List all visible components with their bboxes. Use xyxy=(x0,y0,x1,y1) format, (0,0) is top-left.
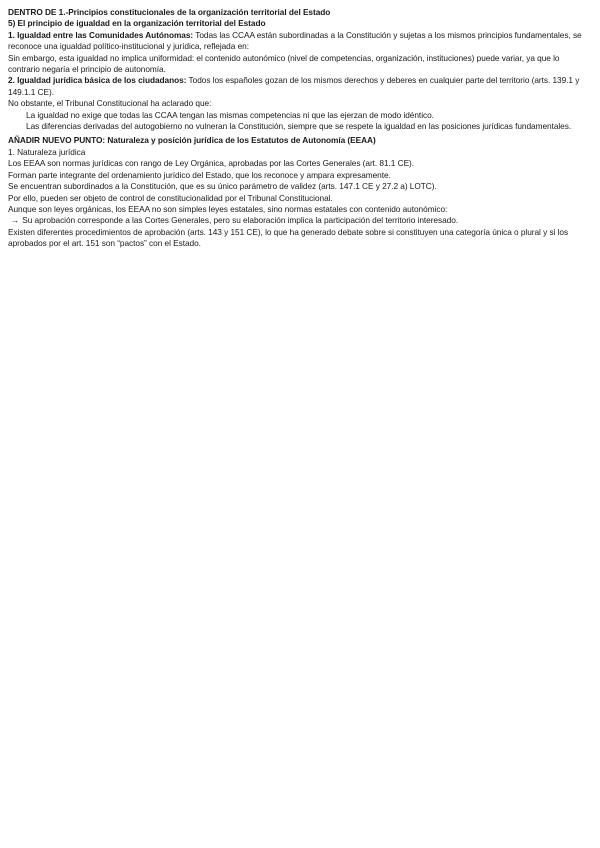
new-point-heading: AÑADIR NUEVO PUNTO: Naturaleza y posición jurídica de los Estatutos de Autonomía (EEAA) xyxy=(8,135,376,146)
section-heading: 5) El principio de igualdad en la organización territorial del Estado xyxy=(8,18,266,29)
paragraph-point-1 xyxy=(8,30,592,53)
point-2-label: 2. Igualdad jurídica básica de los ciudadanos: xyxy=(8,75,187,86)
list-item: La igualdad no exige que todas las CCAA tengan las mismas competencias ni que las ejerzan de modo idéntico. xyxy=(26,109,434,120)
arrow-right-icon: → xyxy=(11,215,20,226)
point-1-continuation: Sin embargo, esta igualdad no implica uniformidad: el contenido autonómico (nivel de competencias, organización, instituciones) puede variar, ya que lo contrario negaría el principio de autonomía. xyxy=(8,52,560,75)
arrow-line-text: Su aprobación corresponde a las Cortes Generales, pero su elaboración implica la participación del territorio interesado. xyxy=(22,215,459,226)
document-title: DENTRO DE 1.-Principios constitucionales de la organización territorial del Estado xyxy=(8,7,331,17)
point-1-label: 1. Igualdad entre las Comunidades Autónomas: xyxy=(8,29,194,40)
new-point-line: Se encuentran subordinados a la Constitución, que es su único parámetro de validez (arts. 147.1 CE y 27.2 a) LOTC). xyxy=(8,181,437,192)
new-point-line: Por ello, pueden ser objeto de control de constitucionalidad por el Tribunal Constitucional. xyxy=(8,192,333,203)
new-point-line: Los EEAA son normas jurídicas con rango de Ley Orgánica, aprobadas por las Cortes Generales (art. 81.1 CE). xyxy=(8,158,415,169)
new-point-line: Aunque son leyes orgánicas, los EEAA no son simples leyes estatales, sino normas estatales con contenido autonómico: xyxy=(8,203,448,214)
arrow-line xyxy=(8,215,592,226)
list-item: Las diferencias derivadas del autogobierno no vulneran la Constitución, siempre que se respete la igualdad en las posiciones jurídicas fundamentales. xyxy=(26,121,572,132)
paragraph-point-2 xyxy=(8,75,592,98)
new-point-last-paragraph: Existen diferentes procedimientos de aprobación (arts. 143 y 151 CE), lo que ha generado debate sobre si constituyen una categoría única o plural y si los aprobados por el art. 151 son “pactos” con el Estado. xyxy=(8,226,569,249)
new-point-line: Forman parte integrante del ordenamiento jurídico del Estado, que los reconoce y ampara expresamente. xyxy=(8,169,391,180)
new-point-subheading: 1. Naturaleza jurídica xyxy=(8,146,86,157)
point-2-continuation: No obstante, el Tribunal Constitucional ha aclarado que: xyxy=(8,98,212,109)
document-page xyxy=(8,7,592,250)
point-2-text: Todos los españoles gozan de los mismos derechos y deberes en cualquier parte del territorio (arts. 139.1 y 149.1.1 CE). xyxy=(8,75,580,97)
point-1-text: Todas las CCAA están subordinadas a la Constitución y sujetas a los mismos principios fundamentales, se reconoce una igualdad político-institucional y jurídica, reflejada en: xyxy=(8,29,582,52)
